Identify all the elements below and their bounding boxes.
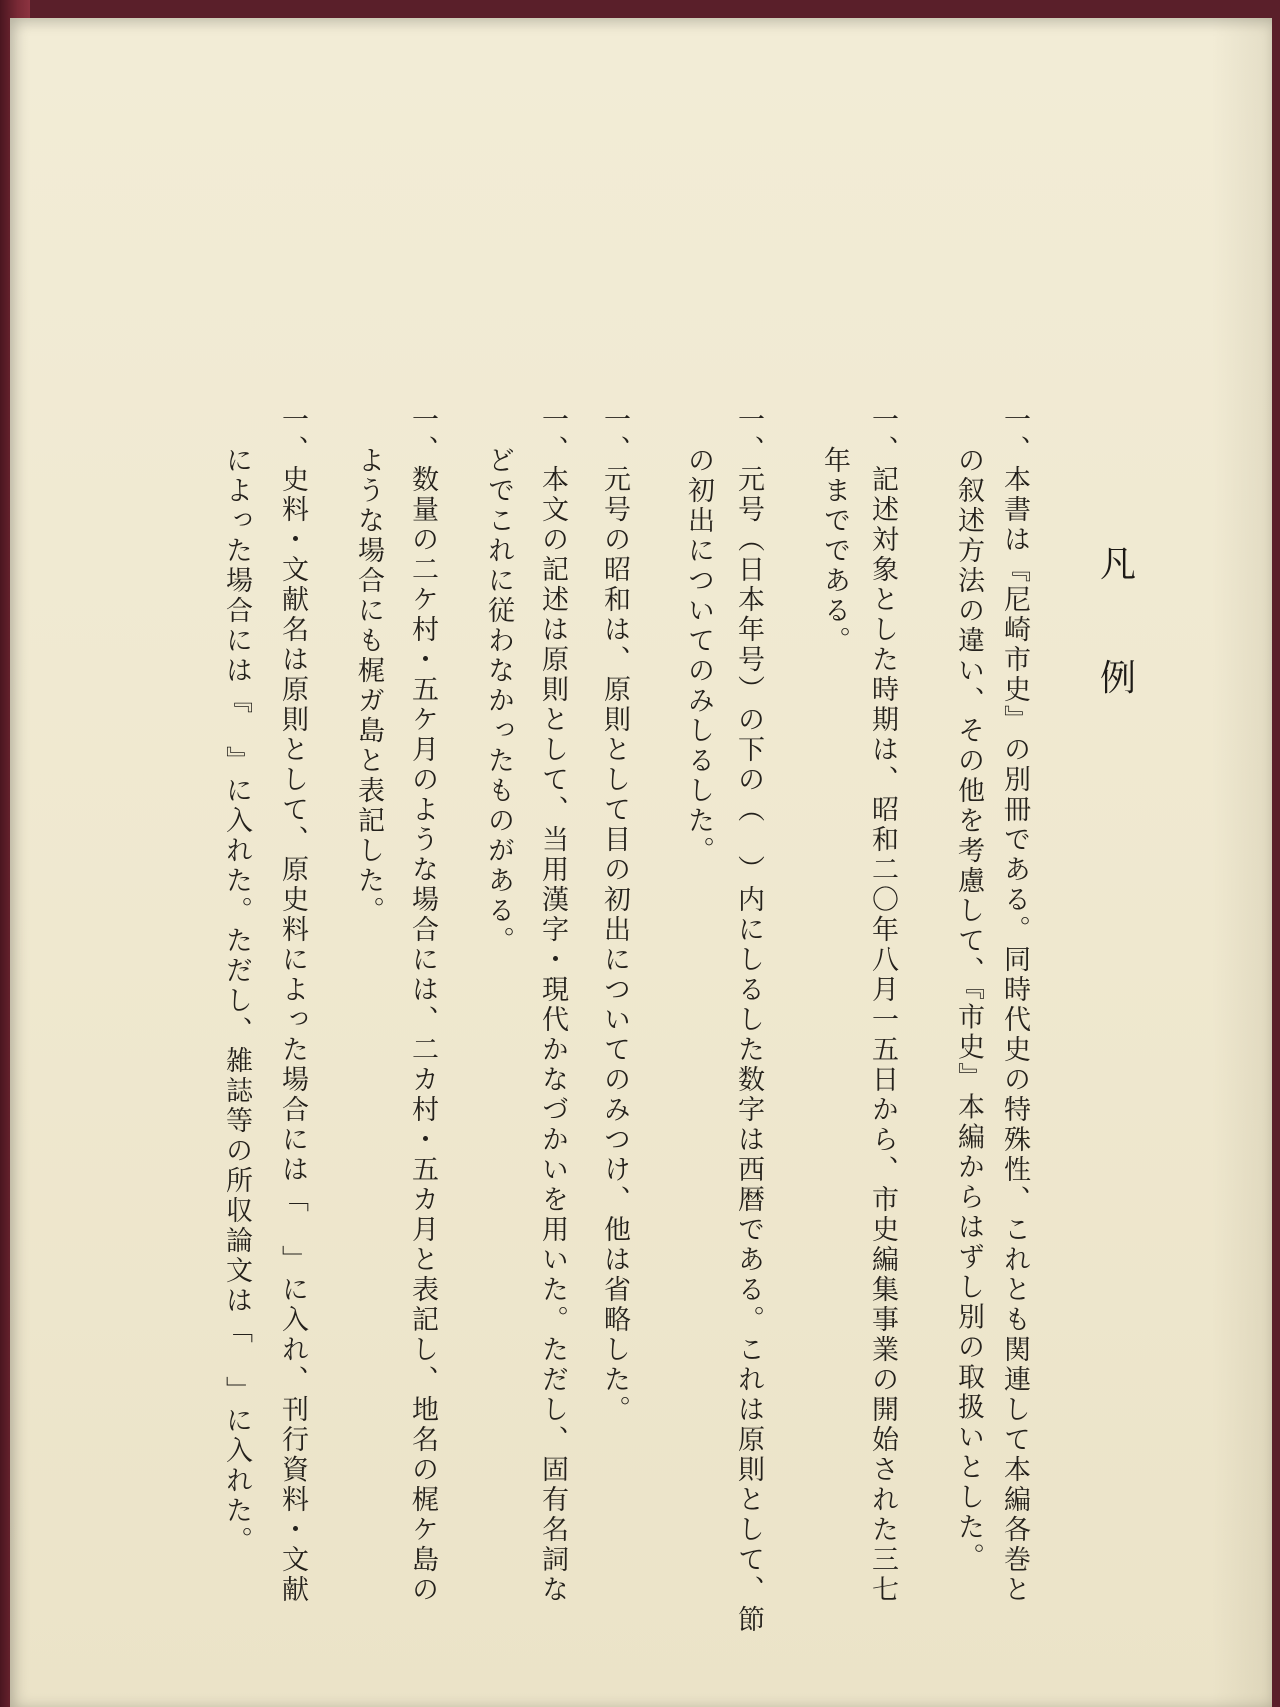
- text-line-8: 一、本文の記述は原則として、当用漢字・現代かなづかいを用いた。ただし、固有名詞な: [537, 405, 568, 1605]
- text-line-9: どでこれに従わなかったものがある。: [483, 446, 514, 956]
- heading-char-1: 凡: [1099, 544, 1136, 585]
- text-line-7: 一、元号の昭和は、原則として目の初出についてのみつけ、他は省略した。: [599, 405, 630, 1425]
- text-line-5: 一、元号（日本年号）の下の（ ）内にしるした数字は西暦である。これは原則として、節: [733, 405, 764, 1635]
- text-line-6: の初出についてのみしるした。: [683, 446, 714, 866]
- text-line-10: 一、数量の二ケ村・五ケ月のような場合には、二カ村・五カ月と表記し、地名の梶ケ島の: [407, 405, 438, 1605]
- heading-char-2: 例: [1099, 658, 1136, 699]
- text-line-12: 一、史料・文献名は原則として、原史料によった場合には「 」に入れ、刊行資料・文献: [277, 405, 308, 1605]
- text-line-13: によった場合には『 』に入れた。ただし、雑誌等の所収論文は「 」に入れた。: [221, 446, 252, 1556]
- text-line-11: ような場合にも梶ガ島と表記した。: [353, 446, 384, 926]
- book-page: [10, 18, 1272, 1707]
- text-line-4: 年までである。: [819, 446, 850, 656]
- text-line-2: の叙述方法の違い、その他を考慮して、『市史』本編からはずし別の取扱いとした。: [953, 446, 984, 1573]
- text-line-1: 一、本書は『尼崎市史』の別冊である。同時代史の特殊性、これとも関連して本編各巻と: [999, 405, 1030, 1605]
- text-line-3: 一、記述対象とした時期は、昭和二〇年八月一五日から、市史編集事業の開始された三七: [867, 405, 898, 1605]
